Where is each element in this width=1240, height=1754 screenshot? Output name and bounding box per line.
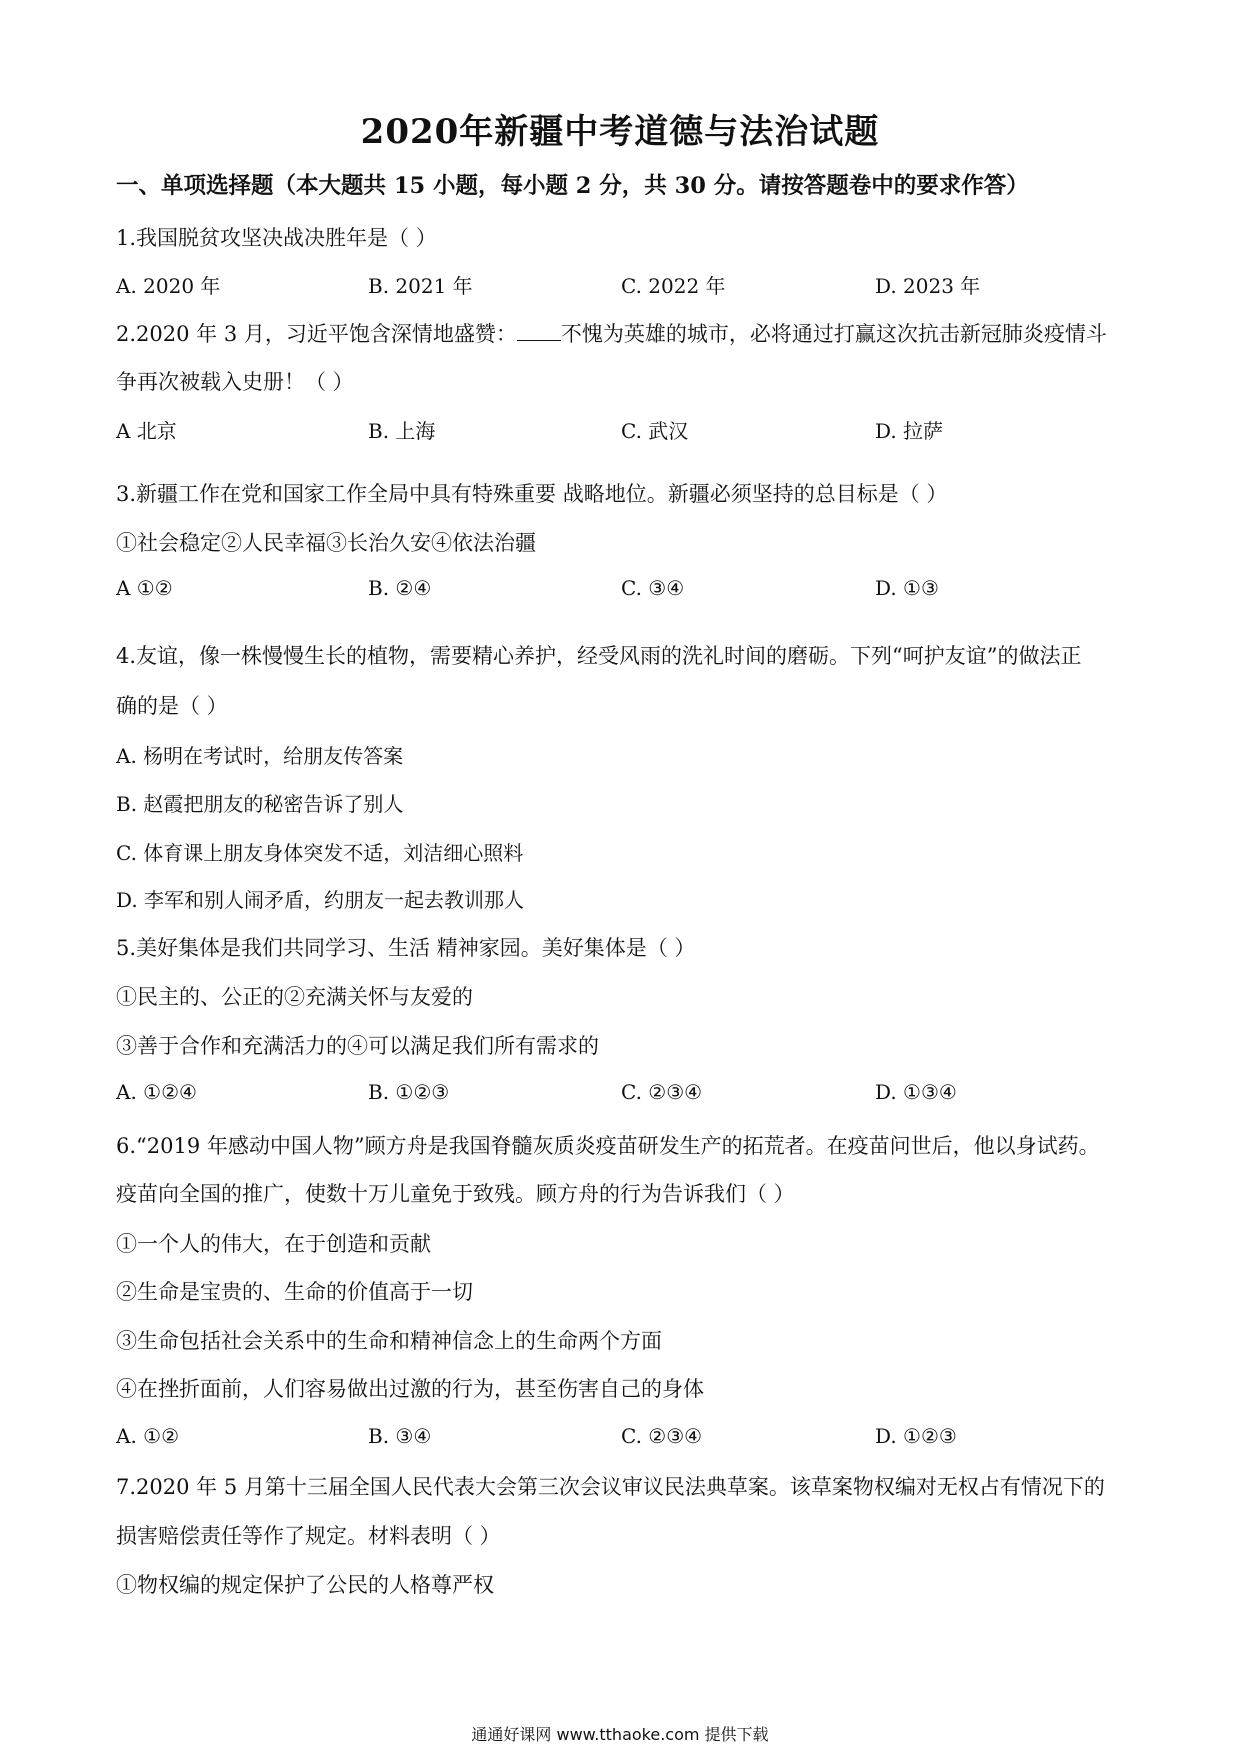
question-2-stem bbox=[116, 318, 1107, 348]
q4-option-b: B. 赵霞把朋友的秘密告诉了别人 bbox=[116, 792, 404, 816]
q6-statement-3: ③生命包括社会关系中的生命和精神信念上的生命两个方面 bbox=[116, 1329, 662, 1353]
q3-statements: ①社会稳定②人民幸福③长治久安④依法治疆 bbox=[116, 531, 536, 555]
q2-option-c: C. 武汉 bbox=[621, 419, 689, 443]
q5-statements-line1: ①民主的、公正的②充满关怀与友爱的 bbox=[116, 985, 473, 1009]
q2-stem-part-a: 2.2020 年 3 月，习近平饱含深情地盛赞： bbox=[116, 322, 517, 346]
question-1-stem: 1.我国脱贫攻坚决战决胜年是（ ） bbox=[116, 226, 437, 250]
q5-statements-line2: ③善于合作和充满活力的④可以满足我们所有需求的 bbox=[116, 1034, 599, 1058]
page-footer: 通通好课网 www.tthaoke.com 提供下载 bbox=[471, 1725, 769, 1744]
question-6-stem: 6.“2019 年感动中国人物”顾方舟是我国脊髓灰质炎疫苗研发生产的拓荒者。在疫苗问世后，他以身试药。 bbox=[116, 1134, 1100, 1158]
q1-option-b: B. 2021 年 bbox=[368, 274, 473, 298]
q5-option-d: D. ①③④ bbox=[875, 1080, 957, 1104]
q1-option-c: C. 2022 年 bbox=[621, 274, 726, 298]
q6-statement-2: ②生命是宝贵的、生命的价值高于一切 bbox=[116, 1280, 473, 1304]
question-7-stem-line2: 损害赔偿责任等作了规定。材料表明（ ） bbox=[116, 1524, 501, 1548]
q2-option-a: A 北京 bbox=[116, 419, 177, 443]
q5-option-c: C. ②③④ bbox=[621, 1080, 703, 1104]
q6-option-c: C. ②③④ bbox=[621, 1424, 703, 1448]
question-6-stem-line2: 疫苗向全国的推广，使数十万儿童免于致残。顾方舟的行为告诉我们（ ） bbox=[116, 1182, 795, 1206]
q4-option-c: C. 体育课上朋友身体突发不适，刘洁细心照料 bbox=[116, 841, 524, 865]
question-7-stem: 7.2020 年 5 月第十三届全国人民代表大会第三次会议审议民法典草案。该草案物权编对无权占有情况下的 bbox=[116, 1475, 1105, 1499]
answer-blank bbox=[517, 322, 561, 341]
q3-option-d: D. ①③ bbox=[875, 576, 939, 600]
question-2-stem-line2: 争再次被载入史册！（ ） bbox=[116, 370, 354, 394]
q3-option-b: B. ②④ bbox=[368, 576, 432, 600]
q6-option-a: A. ①② bbox=[116, 1424, 180, 1448]
q4-option-d: D. 李军和别人闹矛盾，约朋友一起去教训那人 bbox=[116, 888, 525, 912]
q3-option-c: C. ③④ bbox=[621, 576, 685, 600]
q7-statement-1: ①物权编的规定保护了公民的人格尊严权 bbox=[116, 1573, 494, 1597]
question-4-stem: 4.友谊，像一株慢慢生长的植物，需要精心养护，经受风雨的洗礼时间的磨砺。下列“呵护友谊”的做法正 bbox=[116, 644, 1082, 668]
q1-option-a: A. 2020 年 bbox=[116, 274, 221, 298]
q3-option-a: A ①② bbox=[116, 576, 173, 600]
q2-option-d: D. 拉萨 bbox=[875, 419, 944, 443]
question-5-stem: 5.美好集体是我们共同学习、生活 精神家园。美好集体是（ ） bbox=[116, 936, 696, 960]
question-3-stem: 3.新疆工作在党和国家工作全局中具有特殊重要 战略地位。新疆必须坚持的总目标是（ ） bbox=[116, 482, 948, 506]
page-title: 2020年新疆中考道德与法治试题 bbox=[360, 112, 880, 152]
q2-stem-part-b: 不愧为英雄的城市，必将通过打赢这次抗击新冠肺炎疫情斗 bbox=[560, 322, 1107, 346]
q6-option-b: B. ③④ bbox=[368, 1424, 432, 1448]
question-4-stem-line2: 确的是（ ） bbox=[116, 694, 228, 718]
q5-option-b: B. ①②③ bbox=[368, 1080, 450, 1104]
q6-statement-4: ④在挫折面前，人们容易做出过激的行为，甚至伤害自己的身体 bbox=[116, 1377, 704, 1401]
q6-statement-1: ①一个人的伟大，在于创造和贡献 bbox=[116, 1232, 431, 1256]
q2-option-b: B. 上海 bbox=[368, 419, 436, 443]
q1-option-d: D. 2023 年 bbox=[875, 274, 981, 298]
q4-option-a: A. 杨明在考试时，给朋友传答案 bbox=[116, 744, 404, 768]
q5-option-a: A. ①②④ bbox=[116, 1080, 197, 1104]
q6-option-d: D. ①②③ bbox=[875, 1424, 957, 1448]
section-heading: 一、单项选择题（本大题共 15 小题，每小题 2 分，共 30 分。请按答题卷中的要求作答） bbox=[116, 173, 1029, 199]
